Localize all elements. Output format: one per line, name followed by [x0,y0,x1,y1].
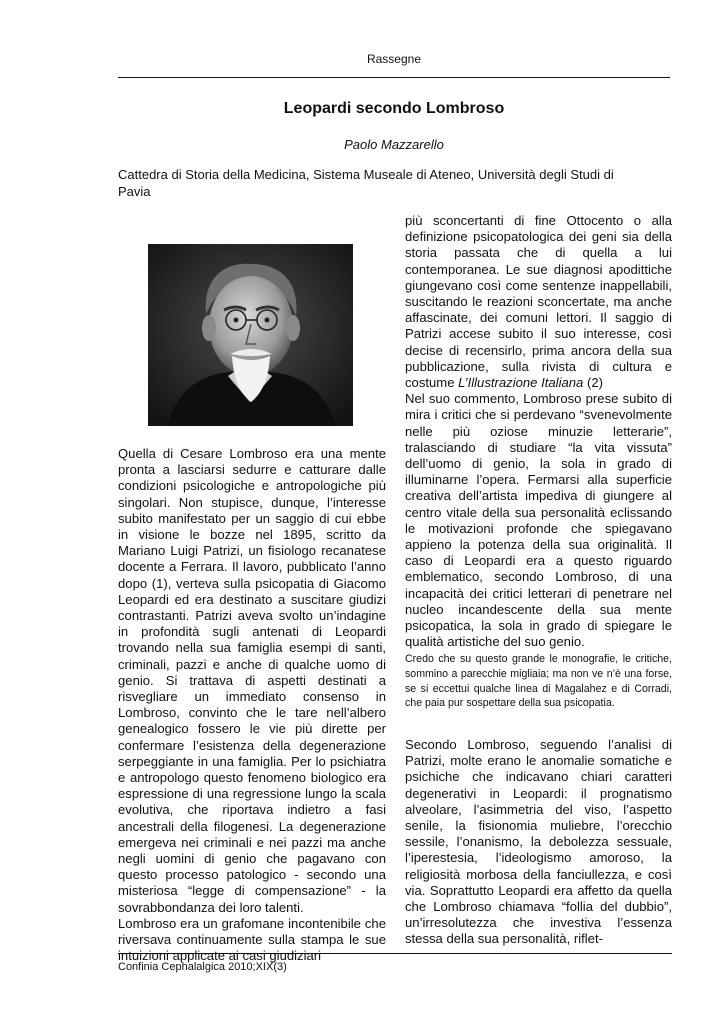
paragraph-text: più sconcertanti di fine Ottocento o alla definizione psicopatologica dei geni sia della storia passata che di quella a lui contemporanea. Le sue diagnosi apodittiche giungevano così come sentenze inappellabili, suscitando le reazioni sconcertate, ma anche affascinate, dei comuni lettori. Il saggio di Patrizi accese subito il suo interesse, così decise di recensirlo, prima ancora della sua pubblicazione, sulla rivista di cultura e costume [405,213,672,391]
portrait-photo [148,244,353,426]
portrait-illustration [148,244,353,426]
paragraph: Quella di Cesare Lombroso era una mente pronta a lasciarsi sedurre e catturare dalle condizioni psicologiche e antropologiche più singolari. Non stupisce, dunque, l’interesse subito manifestato per un saggio di cui ebbe in visione le bozze nel 1895, scritto da Mariano Luigi Patrizi, un fisiologo recanatese docente a Ferrara. Il lavoro, pubblicato l’anno dopo (1), verteva sulla psicopatia di Giacomo Leopardi ed era destinato a suscitare giudizi contrastanti. Patrizi aveva svolto un’indagine in profondità sugli antenati di Leopardi trovando nella sua famiglia esempi di santi, criminali, pazzi e anche di qualche uomo di genio. Si trattava di aspetti destinati a risvegliare un immediato consenso in Lombroso, convinto che le tare nell’albero genealogico fossero le vie più dirette per confermare l’esistenza della degenerazione serpeggiante in una famiglia. Per lo psichiatra e antropologo questo fenomeno biologico era espressione di una regressione lungo la scala evolutiva, che riportava indietro a fasi ancestrali della filogenesi. La degenerazione emergeva nei criminali e nei pazzi ma anche negli uomini di genio che pagavano con questo processo patologico - secondo una misteriosa “legge di compensazione” - la sovrabbondanza dei loro talenti. [118,446,386,915]
header-rule [118,77,670,78]
right-column [405,213,672,650]
paragraph: Secondo Lombroso, seguendo l’analisi di Patrizi, molte erano le anomalie somatiche e psichiche che indicavano chiari caratteri degenerativi in Leopardi: il prognatismo alveolare, l’asimmetria del viso, l’aspetto senile, la fisionomia muliebre, l’orecchio sessile, l’onanismo, la debolezza sessuale, l’iperestesia, l’ideologismo amoroso, la religiosità morbosa della fanciullezza, e così via. Soprattutto Leopardi era affetto da quella che Lombroso chiamava “follia del dubbio”, un’irresolutezza che investiva l’essenza stessa della sua personalità, riflet- [405,737,672,947]
paragraph: Lombroso era un grafomane incontenibile che riversava continuamente sulla stampa le sue intuizioni applicate ai casi giudiziari [118,915,386,964]
left-column [118,446,386,965]
block-quote: Credo che su questo grande le monografie, le critiche, sommino a parecchie migliaia; ma non ve n’è una forse, se si eccettui qualche linea di Magalahez e di Corradi, che paia pur sospettare della sua psicopatia. [405,653,672,710]
reference-marker: (2) [583,375,603,391]
article-title: Leopardi secondo Lombroso [283,100,505,117]
footer-rule [118,953,672,954]
right-column-continued [405,737,672,948]
section-header: Rassegne [366,52,422,66]
paragraph: Nel suo commento, Lombroso prese subito di mira i critici che si perdevano “svenevolmente nelle più oziose minuzie letterarie”, tralasciando di studiare “la vita vissuta” dell’uomo di genio, la sola in grado di illuminarne l’opera. Fermarsi alla superficie creativa dell’artista impediva di giungere al centro vitale della sua personalità eclissando le motivazioni profonde che spiegavano appieno la potenza della sua originalità. Il caso di Leopardi era a questo riguardo emblematico, secondo Lombroso, di una incapacità dei critici letterari di penetrare nel nucleo incandescente della sua mente psicopatica, la sola in grado di spiegare le qualità artistiche del suo genio. [405,391,672,650]
article-author: Paolo Mazzarello [344,137,444,152]
journal-citation: Confinia Cephalalgica 2010;XIX(3) [118,961,287,973]
journal-title: L’Illustrazione Italiana [458,375,584,391]
paragraph [405,213,672,391]
author-affiliation: Cattedra di Storia della Medicina, Sistema Museale di Ateneo, Università degli Studi di Pavia [118,167,614,199]
